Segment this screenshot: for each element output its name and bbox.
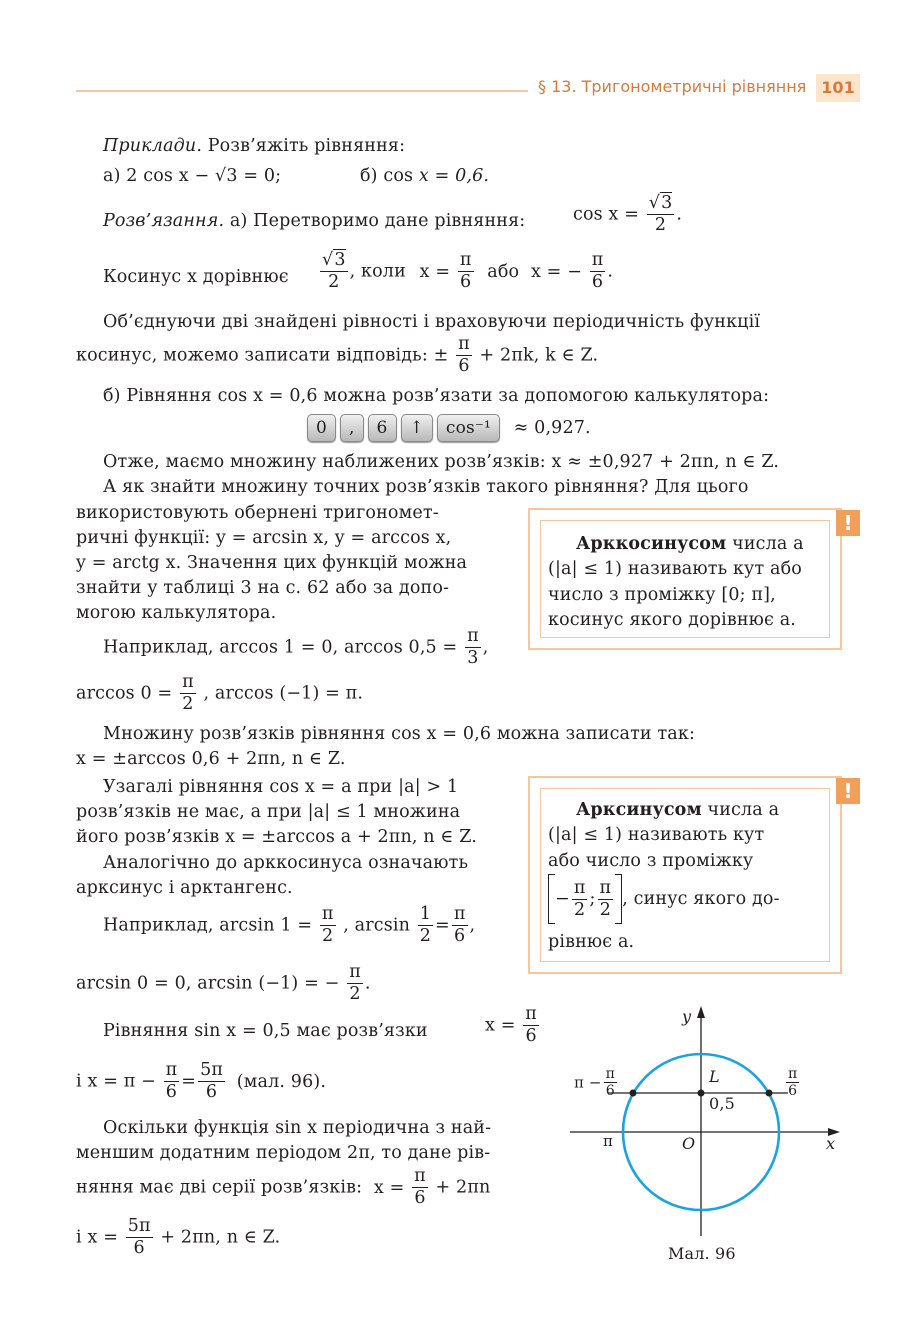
frac-den: 2 bbox=[599, 899, 611, 920]
arcsin-l1-rest: числа a bbox=[701, 800, 780, 820]
fraction-pi-2f bbox=[347, 962, 363, 1005]
fraction-pi-6g bbox=[412, 1166, 428, 1209]
frac-num: π bbox=[591, 250, 604, 270]
frac-num: π bbox=[605, 1066, 616, 1082]
frac-num: π bbox=[573, 877, 586, 898]
set-cos-line-1: Множину розв’язків рівняння cos x = 0,6 можна записати так: bbox=[103, 724, 696, 744]
frac-den: 2 bbox=[182, 694, 194, 714]
equals: = bbox=[435, 915, 450, 936]
example-b-label: б) cos bbox=[360, 166, 419, 186]
fraction-5pi-6b bbox=[126, 1216, 153, 1259]
examples-label: Приклади. bbox=[103, 136, 203, 156]
arcsin0-text: arcsin 0 = 0, arcsin (−1) = − bbox=[76, 973, 340, 994]
arcsin-example-line-2 bbox=[76, 962, 371, 1005]
figure-ref: (мал. 96). bbox=[236, 1071, 327, 1092]
arccos-def-line1 bbox=[576, 533, 804, 555]
final-line bbox=[76, 1216, 280, 1259]
fraction-pi-2 bbox=[180, 672, 196, 715]
arccos-def-line3: число з проміжку [0; π], bbox=[548, 585, 776, 605]
approx-value: ≈ 0,927. bbox=[513, 418, 591, 438]
frac-num: 5π bbox=[127, 1216, 151, 1236]
frac-den: 6 bbox=[525, 1026, 537, 1046]
x-eq: x = bbox=[373, 1177, 405, 1198]
frac-den: 2 bbox=[419, 926, 432, 946]
calculator-sequence bbox=[305, 414, 591, 444]
fraction-1-2 bbox=[418, 904, 433, 947]
arcsin-def-line2: (|a| ≤ 1) називають кут bbox=[548, 825, 765, 845]
sqrt-arg: 3 bbox=[334, 250, 346, 270]
example-b-expr: x = 0,6. bbox=[418, 166, 490, 186]
fraction-pi-6 bbox=[458, 250, 474, 293]
fraction-pi-3 bbox=[465, 626, 481, 669]
since-line-3 bbox=[76, 1166, 490, 1209]
frac-den: 6 bbox=[205, 1082, 218, 1102]
arcsin-example-text: Наприклад, arcsin 1 = bbox=[103, 915, 313, 936]
frac-den: 2 bbox=[574, 899, 586, 920]
frac-den: 2 bbox=[654, 215, 667, 235]
arcsin-def-line3: або число з проміжку bbox=[548, 851, 754, 871]
fraction-5pi-6 bbox=[198, 1060, 225, 1103]
examples-rest: Розв’яжіть рівняння: bbox=[202, 136, 406, 156]
frac-num: 1 bbox=[419, 904, 432, 924]
fraction-pi-6d bbox=[452, 904, 468, 947]
and-x-line bbox=[76, 1060, 326, 1103]
cos-eq-sqrt3-over-2 bbox=[573, 193, 682, 236]
figure-caption: Мал. 96 bbox=[668, 1244, 736, 1263]
y-axis-arrow-icon bbox=[697, 1006, 705, 1018]
pi-left-label: π bbox=[603, 1132, 614, 1150]
fraction-pi-6-fig bbox=[604, 1066, 617, 1099]
combining-text: косинус, можемо записати відповідь: ± bbox=[76, 345, 449, 366]
frac-num: π bbox=[349, 962, 361, 982]
cos-x-eq: cos x = bbox=[573, 204, 640, 225]
analog-line-1: Аналогічно до арккосинуса означають bbox=[103, 853, 469, 873]
x-eq-neg: x = − bbox=[530, 261, 583, 282]
example-a-expr: 2 cos x − √3 = 0; bbox=[126, 166, 282, 186]
solution-line bbox=[103, 210, 525, 232]
frac-den: 6 bbox=[165, 1082, 178, 1102]
origin-label: O bbox=[682, 1134, 696, 1153]
arcsin-def-line5: рівнює a. bbox=[548, 932, 635, 952]
fraction-sqrt3-2 bbox=[647, 193, 675, 236]
right-point-label bbox=[784, 1066, 801, 1099]
general-line-2: розв’язків не має, а при |a| ≤ 1 множина bbox=[76, 802, 461, 822]
point-L bbox=[698, 1090, 705, 1097]
since-line-1: Оскільки функція sin x періодична з най- bbox=[103, 1118, 492, 1138]
set-cos-line-2: x = ±arccos 0,6 + 2πn, n ∈ Z. bbox=[76, 749, 346, 769]
fraction-sqrt3-2b bbox=[320, 250, 348, 293]
key-6[interactable]: 6 bbox=[368, 414, 397, 442]
and-x: і x = π − bbox=[76, 1071, 156, 1092]
arccos-example-line bbox=[103, 626, 488, 669]
para1-line4: знайти у таблиці 3 на с. 62 або за допо- bbox=[76, 578, 450, 598]
key-shift[interactable]: ↑ bbox=[401, 414, 433, 442]
frac-num: 5π bbox=[200, 1060, 224, 1080]
approx-set: Отже, маємо множину наближених розв’язків: x ≈ ±0,927 + 2πn, n ∈ Z. bbox=[103, 452, 780, 472]
value-0-5-label: 0,5 bbox=[709, 1094, 735, 1113]
frac-num: π bbox=[467, 626, 479, 646]
or-text: або bbox=[487, 261, 520, 282]
frac-den: 2 bbox=[349, 984, 361, 1004]
arccos-def-line2: (|a| ≤ 1) називають кут або bbox=[548, 559, 802, 579]
fraction-pi-2c bbox=[572, 878, 588, 921]
analog-line-2: арксинус і арктангенс. bbox=[76, 878, 293, 898]
example-a bbox=[103, 165, 281, 187]
frac-den: 6 bbox=[605, 1083, 615, 1099]
answer-tail: + 2πk, k ∈ Z. bbox=[479, 345, 599, 366]
frac-num: π bbox=[459, 250, 472, 270]
fraction-pi-6b bbox=[590, 250, 606, 293]
arcsin-def-line1 bbox=[576, 799, 779, 821]
fraction-pi-6-fig2 bbox=[786, 1066, 799, 1099]
fraction-pi-6f bbox=[164, 1060, 180, 1103]
sqrt-arg: 3 bbox=[661, 193, 673, 213]
since-text: няння має дві серії розв’язків: bbox=[76, 1177, 363, 1198]
combining-line-2 bbox=[76, 334, 598, 377]
para1-line3: y = arctg x. Значення цих функцій можна bbox=[76, 553, 468, 573]
frac-num: π bbox=[182, 672, 194, 692]
solution-rest: а) Перетворимо дане рівняння: bbox=[224, 211, 526, 231]
left-bracket bbox=[548, 874, 555, 924]
x-axis-label: x bbox=[826, 1134, 836, 1153]
arccos-term: Арккосинусом bbox=[576, 534, 727, 554]
when-text: , коли bbox=[349, 261, 406, 282]
arccos-l1-rest: числа a bbox=[726, 534, 804, 554]
frac-num: π bbox=[414, 1166, 426, 1186]
frac-den: 6 bbox=[458, 356, 470, 376]
arcsin-mid: , arcsin bbox=[343, 915, 411, 936]
arcsin-def-line4 bbox=[548, 874, 780, 924]
exclamation-icon: ! bbox=[836, 510, 860, 536]
arccos-example-line-2 bbox=[76, 672, 363, 715]
period: . bbox=[607, 261, 614, 282]
frac-den: 6 bbox=[414, 1188, 426, 1208]
fraction-pi-6e bbox=[523, 1004, 539, 1047]
para1-line5: могою калькулятора. bbox=[76, 603, 277, 623]
frac-num: √3 bbox=[322, 250, 346, 270]
frac-num: π bbox=[321, 904, 334, 924]
arccos0-text: arccos 0 = bbox=[76, 683, 173, 704]
examples-line bbox=[103, 135, 405, 157]
page-number: 101 bbox=[816, 74, 860, 102]
x-eq: x = bbox=[485, 1015, 516, 1036]
comma: , bbox=[482, 637, 489, 658]
frac-num: π bbox=[788, 1066, 798, 1082]
frac-num: π bbox=[453, 904, 466, 924]
arcsin-term: Арксинусом bbox=[576, 800, 702, 820]
frac-den: 6 bbox=[454, 926, 466, 946]
comma: , bbox=[469, 915, 476, 936]
frac-den: 3 bbox=[467, 648, 479, 668]
equals: = bbox=[181, 1071, 197, 1092]
fraction-pi-6c bbox=[456, 334, 472, 377]
exclamation-icon: ! bbox=[836, 778, 860, 804]
since-line-2: меншим додатним періодом 2π, то дане рів- bbox=[76, 1143, 491, 1163]
left-point-label bbox=[574, 1066, 619, 1099]
frac-den: 6 bbox=[460, 272, 472, 292]
since-tail: + 2πn bbox=[435, 1177, 491, 1198]
frac-num: π bbox=[525, 1004, 537, 1024]
cosine-equals-text: Косинус x дорівнює bbox=[103, 267, 289, 287]
semicolon: ; bbox=[589, 889, 596, 909]
period: . bbox=[364, 973, 371, 994]
para1-line2: ричні функції: y = arcsin x, y = arccos x, bbox=[76, 528, 452, 548]
key-arccos[interactable]: cos⁻¹ bbox=[437, 414, 500, 442]
arcsin-example-line bbox=[103, 904, 475, 947]
final-tail: + 2πn, n ∈ Z. bbox=[160, 1227, 281, 1248]
frac-den: 2 bbox=[322, 926, 334, 946]
frac-den: 2 bbox=[328, 272, 340, 292]
example-b bbox=[360, 165, 489, 187]
how-find: А як знайти множину точних розв’язків такого рівняння? Для цього bbox=[103, 477, 749, 497]
frac-den: 6 bbox=[591, 272, 604, 292]
part-b-line: б) Рівняння cos x = 0,6 можна розв’язати за допомогою калькулятора: bbox=[103, 386, 770, 406]
para1-line1: використовують обернені тригономет- bbox=[76, 503, 439, 523]
y-axis-label: y bbox=[682, 1007, 692, 1026]
sin-eq-x bbox=[485, 1004, 541, 1047]
frac-den: 6 bbox=[788, 1083, 798, 1099]
example-a-label: а) bbox=[103, 166, 127, 186]
key-0[interactable]: 0 bbox=[307, 414, 336, 442]
frac-num: √3 bbox=[648, 193, 673, 213]
frac-num: π bbox=[599, 877, 612, 898]
minus: − bbox=[555, 889, 570, 909]
x-eq: x = bbox=[419, 261, 451, 282]
solution-label: Розв’язання. bbox=[103, 211, 225, 231]
period: . bbox=[676, 204, 683, 225]
frac-num: π bbox=[458, 334, 470, 354]
cosine-fraction bbox=[318, 250, 613, 293]
frac-num: π bbox=[165, 1060, 178, 1080]
arccos-neg-text: , arccos (−1) = π. bbox=[203, 683, 364, 704]
combining-line-1: Об’єднуючи дві знайдені рівності і враховуючи періодичність функції bbox=[103, 312, 761, 332]
fraction-pi-2d bbox=[598, 878, 614, 921]
unit-circle-figure bbox=[560, 1000, 860, 1250]
general-line-3: його розв’язків x = ±arccos a + 2πn, n ∈ Z. bbox=[76, 827, 477, 847]
header-rule bbox=[76, 90, 528, 92]
and-x2: і x = bbox=[76, 1227, 119, 1248]
point-L-label: L bbox=[709, 1067, 720, 1086]
arccos-example-text: Наприклад, arccos 1 = 0, arccos 0,5 = bbox=[103, 637, 458, 658]
arccos-def-line4: косинус якого дорівнює a. bbox=[548, 610, 797, 630]
general-line-1: Узагалі рівняння cos x = a при |a| > 1 bbox=[103, 777, 459, 797]
arcsin-l4-rest: , синус якого до- bbox=[622, 889, 780, 909]
pi-minus: π − bbox=[574, 1073, 602, 1092]
point-right bbox=[766, 1090, 773, 1097]
point-left bbox=[630, 1090, 637, 1097]
fraction-pi-2e bbox=[320, 904, 336, 947]
frac-den: 6 bbox=[133, 1238, 145, 1258]
sin-eq-line: Рівняння sin x = 0,5 має розв’язки bbox=[103, 1021, 428, 1041]
section-title: § 13. Тригонометричні рівняння bbox=[538, 77, 807, 96]
key-comma[interactable]: , bbox=[340, 414, 364, 442]
